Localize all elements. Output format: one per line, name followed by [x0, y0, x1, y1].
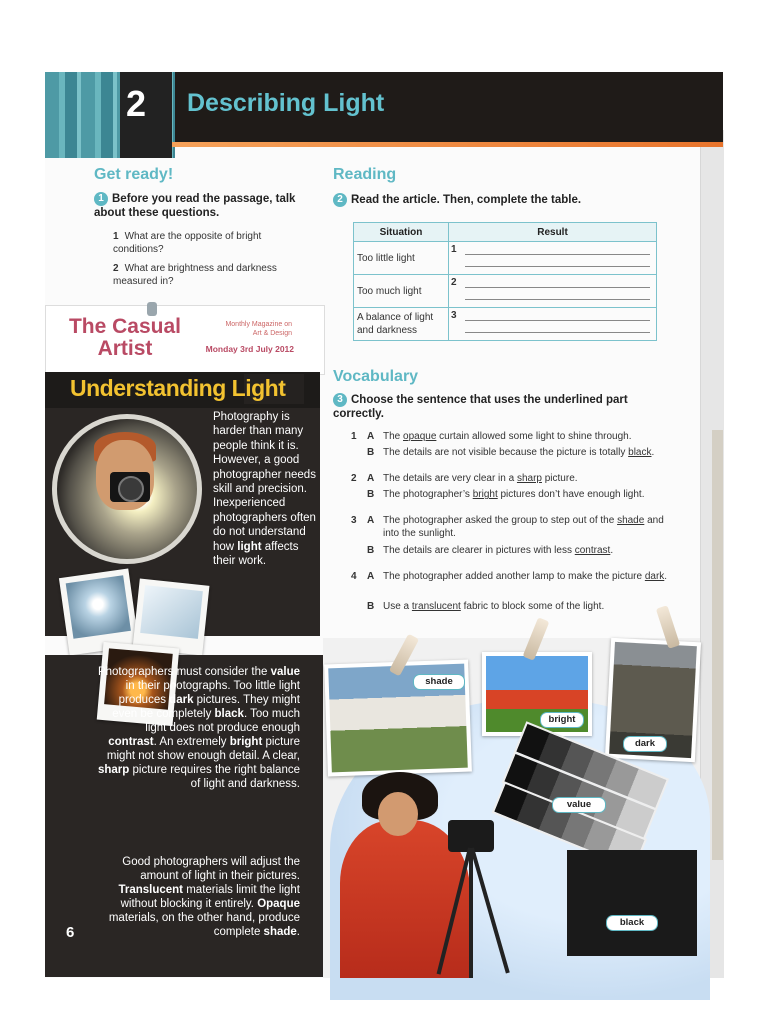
option-letter: B	[367, 489, 375, 500]
item-text: What are brightness and darkness measured in?	[113, 263, 277, 287]
get-ready-item	[113, 262, 308, 288]
question-number-badge: 2	[333, 193, 347, 207]
answer-line	[465, 287, 650, 288]
item-number: 4	[351, 571, 357, 582]
reading-instruction	[333, 193, 663, 207]
underlined-word: opaque	[403, 431, 437, 442]
situation-cell: A balance of light and darkness	[354, 308, 449, 341]
option-text	[383, 600, 668, 613]
article-paragraph-1	[213, 410, 321, 568]
keyword: light	[237, 540, 262, 553]
text-run: curtain allowed some light to shine through.	[436, 431, 632, 442]
text-run: .	[296, 926, 300, 938]
vocabulary-option[interactable]	[351, 600, 681, 613]
text-run: The details are not visible because the picture is totally	[383, 447, 629, 458]
window-light-photo	[133, 579, 210, 656]
question-number-badge: 1	[94, 192, 108, 206]
table-header-row	[354, 223, 657, 242]
get-ready-question-text: Before you read the passage, talk about these questions.	[94, 193, 296, 219]
reading-heading: Reading	[333, 166, 397, 183]
text-run: fabric to block some of the light.	[460, 601, 605, 612]
option-text	[383, 472, 668, 485]
option-text	[383, 544, 668, 557]
option-letter: B	[367, 601, 375, 612]
vocabulary-heading: Vocabulary	[333, 368, 419, 385]
vocabulary-option[interactable]	[351, 472, 681, 485]
answer-line	[465, 332, 650, 333]
text-run: . An extremely	[153, 736, 230, 748]
text-run: affects their work.	[213, 540, 299, 568]
option-letter: A	[367, 515, 375, 526]
page-edge-shadow	[712, 430, 723, 860]
page-number: 6	[66, 924, 75, 941]
text-run: Good photographers will adjust the amount of light in their pictures.	[122, 856, 300, 882]
vocabulary-option[interactable]	[351, 446, 681, 459]
vocabulary-instruction-text: Choose the sentence that uses the underlined part correctly.	[333, 394, 628, 420]
magazine-title-line: The Casual	[68, 315, 182, 338]
text-run: Use a	[383, 601, 412, 612]
underlined-word: translucent	[411, 601, 461, 612]
chapter-title: Describing Light	[187, 89, 385, 117]
question-number-badge: 3	[333, 393, 347, 407]
option-text	[383, 446, 668, 459]
text-run: picture.	[541, 473, 578, 484]
result-cell[interactable]	[449, 275, 657, 308]
text-run: in their photographs. Too little light produces	[118, 680, 300, 706]
article-title-part: Light	[231, 375, 286, 401]
text-run: .	[651, 447, 655, 458]
underlined-word: shade	[617, 515, 645, 526]
keyword: bright	[229, 736, 263, 748]
keyword: value	[270, 666, 300, 678]
text-run: picture might not show enough detail. A clear,	[106, 736, 300, 762]
text-run: pictures. They might even be completely	[112, 694, 300, 720]
item-text: What are the opposite of bright conditions?	[113, 231, 262, 255]
text-run: .	[610, 545, 614, 556]
result-table	[353, 222, 657, 341]
item-number: 2	[113, 263, 119, 274]
text-run: pictures don’t have enough light.	[497, 489, 645, 500]
option-letter: B	[367, 447, 375, 458]
text-run: The details are very clear in a	[383, 473, 517, 484]
result-cell[interactable]	[449, 242, 657, 275]
vocabulary-instruction	[333, 393, 663, 421]
text-run: The photographer’s	[383, 489, 473, 500]
text-run: Photography is harder than many people think it is. However, a good photographer needs skill and precision. Inexperienced photographers often do not understand how	[213, 411, 316, 553]
lightbulb-photo	[59, 569, 139, 656]
article-title	[70, 375, 285, 402]
item-number: 3	[351, 515, 357, 526]
answer-line	[465, 254, 650, 255]
text-run: The photographer asked the group to step out of the	[383, 515, 618, 526]
vocabulary-option[interactable]	[351, 514, 681, 540]
underlined-word: sharp	[516, 473, 542, 484]
item-number: 2	[351, 473, 357, 484]
vocabulary-option[interactable]	[351, 544, 681, 557]
article-paragraph-3	[95, 855, 300, 939]
pin-icon	[147, 302, 157, 316]
keyword: Translucent	[118, 884, 184, 896]
text-run: materials, on the other hand, produce complete	[108, 912, 300, 938]
underlined-word: black	[628, 447, 652, 458]
get-ready-question	[94, 192, 299, 220]
keyword: sharp	[97, 764, 130, 776]
situation-cell: Too much light	[354, 275, 449, 308]
text-run: and into the sunlight.	[383, 515, 664, 539]
situation-cell: Too little light	[354, 242, 449, 275]
option-text	[383, 488, 668, 501]
magazine-subtitle-line: Art & Design	[252, 330, 292, 337]
black-label: black	[606, 915, 658, 931]
magazine-date: Monday 3rd July 2012	[205, 344, 294, 354]
option-letter: B	[367, 545, 375, 556]
header-accent-line	[172, 142, 723, 147]
magazine-subtitle-line: Monthly Magazine on	[225, 321, 292, 328]
text-run: The details are clearer in pictures with less	[383, 545, 575, 556]
result-number: 1	[451, 244, 457, 255]
underlined-word: bright	[472, 489, 498, 500]
magazine-subtitle	[198, 320, 292, 338]
answer-line	[465, 266, 650, 267]
answer-line	[465, 320, 650, 321]
vocabulary-option[interactable]	[351, 488, 681, 501]
bright-label: bright	[540, 712, 584, 728]
table-row	[354, 242, 657, 275]
text-run: materials limit the light without blocking it entirely.	[120, 884, 300, 910]
article-title-part: Understanding	[70, 375, 226, 401]
option-letter: A	[367, 473, 375, 484]
value-label: value	[552, 797, 606, 813]
text-run: . Too much light does not produce enough	[145, 708, 300, 734]
text-run: The photographer added another lamp to make the picture	[383, 571, 645, 582]
result-number: 2	[451, 277, 457, 288]
result-number: 3	[451, 310, 457, 321]
table-row	[354, 275, 657, 308]
keyword: shade	[263, 926, 297, 938]
article-paragraph-2	[95, 665, 300, 791]
keyword: Opaque	[257, 898, 300, 910]
magazine-title	[64, 316, 186, 360]
option-letter: A	[367, 431, 375, 442]
dark-label: dark	[623, 736, 667, 752]
get-ready-heading: Get ready!	[94, 166, 174, 183]
keyword: dark	[169, 694, 194, 706]
option-text	[383, 514, 668, 540]
table-row	[354, 308, 657, 341]
reading-instruction-text: Read the article. Then, complete the table.	[351, 194, 582, 206]
chapter-number: 2	[126, 83, 147, 124]
keyword: black	[214, 708, 244, 720]
keyword: contrast	[108, 736, 154, 748]
text-run: .	[664, 571, 668, 582]
text-run: picture requires the right balance of light and darkness.	[129, 764, 300, 790]
option-text	[383, 570, 668, 583]
text-run: The	[383, 431, 404, 442]
camera-lens-icon	[118, 476, 144, 502]
photographer-face	[378, 792, 418, 836]
window-light-image	[140, 585, 203, 639]
vocabulary-option[interactable]	[351, 430, 681, 443]
vocabulary-option[interactable]	[351, 570, 681, 583]
lightbulb-icon	[66, 575, 131, 639]
option-text	[383, 430, 668, 443]
underlined-word: contrast	[574, 545, 611, 556]
option-letter: A	[367, 571, 375, 582]
underlined-word: dark	[644, 571, 665, 582]
item-number: 1	[351, 431, 357, 442]
result-cell[interactable]	[449, 308, 657, 341]
table-header-result: Result	[449, 223, 657, 242]
table-header-situation: Situation	[354, 223, 449, 242]
black-card	[567, 850, 697, 956]
answer-line	[465, 299, 650, 300]
shade-label: shade	[413, 674, 465, 690]
tripod-leg	[469, 848, 473, 978]
text-run: Photographers must consider the	[97, 666, 271, 678]
get-ready-item	[113, 230, 298, 256]
magazine-title-line: Artist	[97, 337, 153, 360]
item-number: 1	[113, 231, 119, 242]
